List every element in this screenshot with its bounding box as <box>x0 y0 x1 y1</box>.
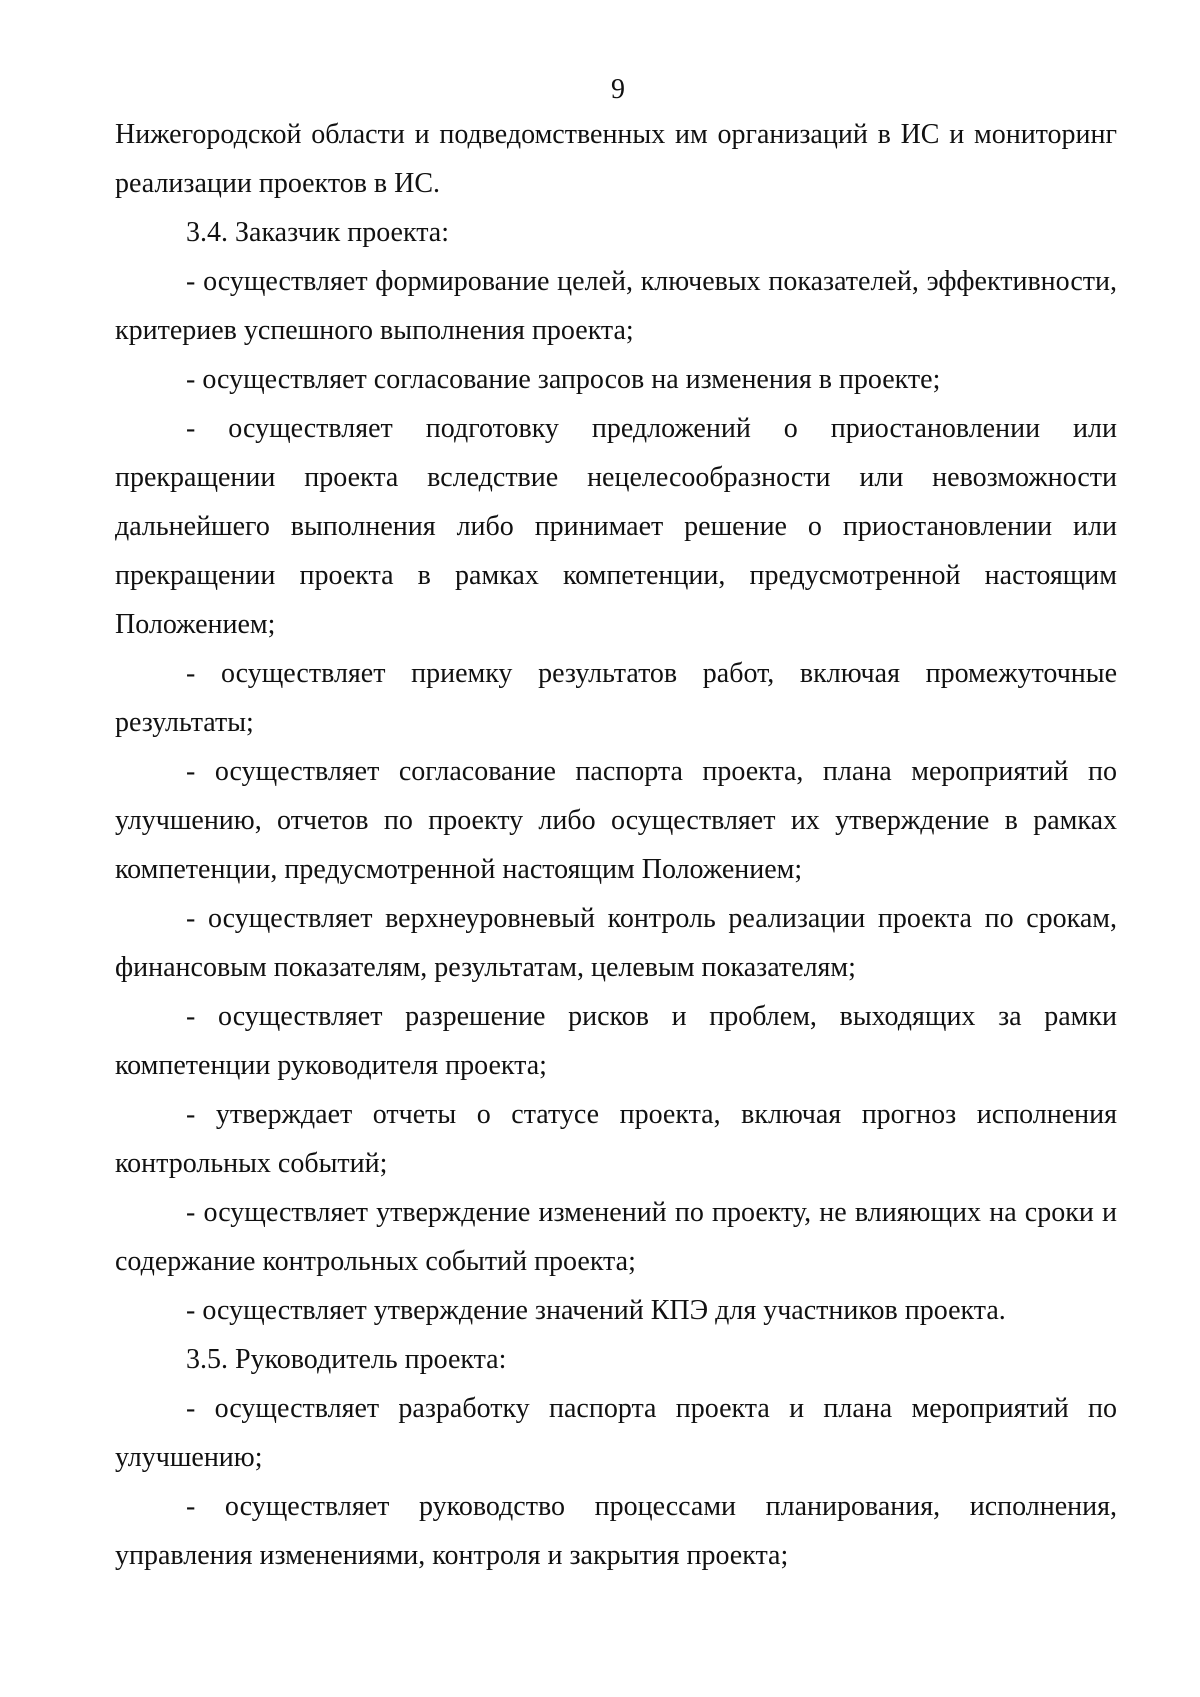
list-item-status-reports: - утверждает отчеты о статусе проекта, включая прогноз исполнения контрольных событий; <box>115 1099 1117 1179</box>
list-item-risks: - осуществляет разрешение рисков и проблем, выходящих за рамки компетенции руководителя проекта; <box>115 1001 1117 1081</box>
list-item-control: - осуществляет верхнеуровневый контроль реализации проекта по срокам, финансовым показателям, результатам, целевым показателям; <box>115 903 1117 983</box>
section-heading-3-4: 3.4. Заказчик проекта: <box>186 217 450 248</box>
page-number: 9 <box>611 74 625 105</box>
list-item-suspension: - осуществляет подготовку предложений о приостановлении или прекращении проекта вследствие нецелесообразности или невозможности дальнейшего выполнения либо принимает решение о приостановлении или прекращении проекта в рамках компетенции, предусмотренной настоящим Положением; <box>115 413 1117 640</box>
section-heading-3-5: 3.5. Руководитель проекта: <box>186 1344 507 1375</box>
list-item-process-management: - осуществляет руководство процессами планирования, исполнения, управления изменениями, контроля и закрытия проекта; <box>115 1491 1117 1571</box>
list-item-change-approval: - осуществляет утверждение изменений по проекту, не влияющих на сроки и содержание контрольных событий проекта; <box>115 1197 1117 1277</box>
list-item-acceptance: - осуществляет приемку результатов работ, включая промежуточные результаты; <box>115 658 1117 738</box>
list-item-passport-development: - осуществляет разработку паспорта проекта и плана мероприятий по улучшению; <box>115 1393 1117 1473</box>
list-item-change-requests: - осуществляет согласование запросов на изменения в проекте; <box>186 364 941 395</box>
list-item-kpi: - осуществляет утверждение значений КПЭ для участников проекта. <box>186 1295 1006 1326</box>
document-body <box>115 110 1117 1580</box>
list-item-goals: - осуществляет формирование целей, ключевых показателей, эффективности, критериев успешного выполнения проекта; <box>115 266 1117 346</box>
paragraph-continuation: Нижегородской области и подведомственных им организаций в ИС и мониторинг реализации проектов в ИС. <box>115 119 1117 199</box>
list-item-passport-approval: - осуществляет согласование паспорта проекта, плана мероприятий по улучшению, отчетов по проекту либо осуществляет их утверждение в рамках компетенции, предусмотренной настоящим Положением; <box>115 756 1117 885</box>
